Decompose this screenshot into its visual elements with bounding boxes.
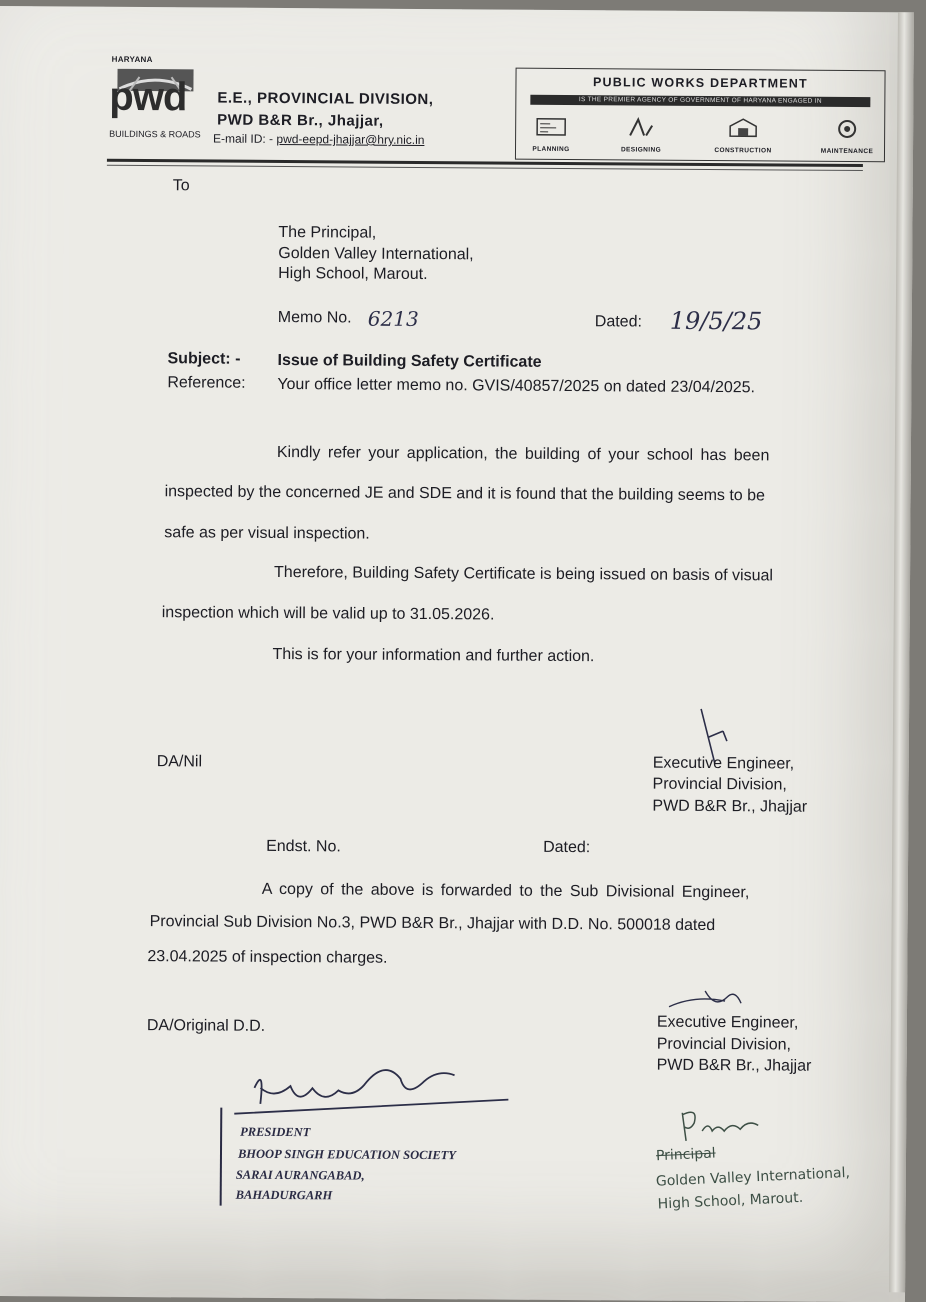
reference-label: Reference: [167, 374, 246, 392]
logo-subtitle: BUILDINGS & ROADS [109, 128, 201, 140]
construction-function [708, 116, 778, 154]
addressee-line3: High School, Marout. [278, 264, 428, 284]
stamp-society: BHOOP SINGH EDUCATION SOCIETY [237, 1146, 457, 1163]
planning-icon [534, 115, 568, 139]
maintenance-icon [830, 117, 864, 141]
maintenance-function [812, 117, 882, 155]
stamp-principal-title: Principal [655, 1145, 717, 1165]
designing-function [606, 115, 676, 153]
paragraph1-line3: safe as per visual inspection. [164, 524, 370, 543]
stamp-principal-place: High School, Marout. [657, 1189, 804, 1213]
signatory2-line2: Provincial Division, [656, 1035, 792, 1054]
construction-label: CONSTRUCTION [714, 147, 772, 155]
planning-function [516, 115, 586, 153]
endorsement-line2: Provincial Sub Division No.3, PWD B&R Br., Jhajjar with D.D. No. 500018 dated [149, 913, 716, 935]
construction-icon [726, 116, 760, 140]
endorsement-line3: 23.04.2025 of inspection charges. [147, 948, 388, 967]
addressee-line2: Golden Valley International, [278, 244, 474, 264]
subject-label: Subject: - [167, 350, 241, 368]
endst-dated-label: Dated: [543, 838, 591, 857]
email-address: pwd-eepd-jhajjar@hry.nic.in [276, 131, 425, 147]
signatory1-line1: Executive Engineer, [652, 754, 795, 773]
endorsement-line1: A copy of the above is forwarded to the Sub Divisional Engineer, [261, 880, 750, 902]
department-tagline: IS THE PREMIER AGENCY OF GOVERNMENT OF HARYANA ENGAGED IN [530, 95, 870, 107]
designing-icon [624, 115, 658, 139]
subject-text: Issue of Building Safety Certificate [277, 351, 542, 371]
stamp-principal-school: Golden Valley International, [655, 1164, 851, 1190]
addressee-line1: The Principal, [278, 223, 377, 242]
signatory1-line3: PWD B&R Br., Jhajjar [652, 797, 808, 816]
reference-text: Your office letter memo no. GVIS/40857/2025 on dated 23/04/2025. [277, 375, 756, 397]
signatory1-line2: Provincial Division, [652, 775, 787, 794]
stamp-city: BAHADURGARH [235, 1187, 333, 1203]
stamp-president: PRESIDENT [240, 1124, 311, 1140]
ee-signature-2 [665, 985, 755, 1016]
maintenance-label: MAINTENANCE [820, 147, 874, 156]
office-title-line1: E.E., PROVINCIAL DIVISION, [217, 89, 434, 109]
da-nil: DA/Nil [156, 753, 203, 771]
paragraph3: This is for your information and further action. [272, 645, 595, 666]
da-original: DA/Original D.D. [146, 1017, 266, 1035]
email-label: E-mail ID: - [213, 131, 277, 146]
paragraph2-line1: Therefore, Building Safety Certificate is being issued on basis of visual [273, 563, 774, 585]
signatory2-line1: Executive Engineer, [656, 1013, 799, 1032]
endst-label: Endst. No. [266, 837, 341, 856]
logo-state-label: HARYANA [111, 54, 153, 65]
page-stack-edge [889, 12, 914, 1292]
designing-label: DESIGNING [620, 146, 662, 154]
paragraph1-line1: Kindly refer your application, the building of your school has been [276, 443, 770, 465]
to-label: To [172, 177, 190, 195]
principal-signature [674, 1101, 784, 1152]
pwd-logo [109, 54, 202, 144]
email-line [213, 132, 424, 147]
planning-label: PLANNING [532, 145, 570, 154]
letter-page [0, 6, 914, 1302]
pwd-department-panel [515, 68, 886, 163]
stamp-bracket [220, 1108, 223, 1206]
department-title: PUBLIC WORKS DEPARTMENT [592, 75, 808, 91]
memo-label: Memo No. [277, 308, 352, 327]
paragraph2-line2: inspection which will be valid up to 31.05.2026. [161, 604, 495, 624]
signatory2-line3: PWD B&R Br., Jhajjar [656, 1056, 812, 1075]
office-title-line2: PWD B&R Br., Jhajjar, [217, 111, 384, 130]
stamp-place: SARAI AURANGABAD, [235, 1167, 365, 1183]
dated-label: Dated: [594, 313, 643, 331]
dated-value: 19/5/25 [669, 306, 763, 336]
president-signature [224, 1048, 515, 1130]
paragraph1-line2: inspected by the concerned JE and SDE and it is found that the building seems to be [164, 483, 766, 505]
logo-text: pwd [109, 74, 187, 120]
memo-number: 6213 [367, 306, 419, 331]
